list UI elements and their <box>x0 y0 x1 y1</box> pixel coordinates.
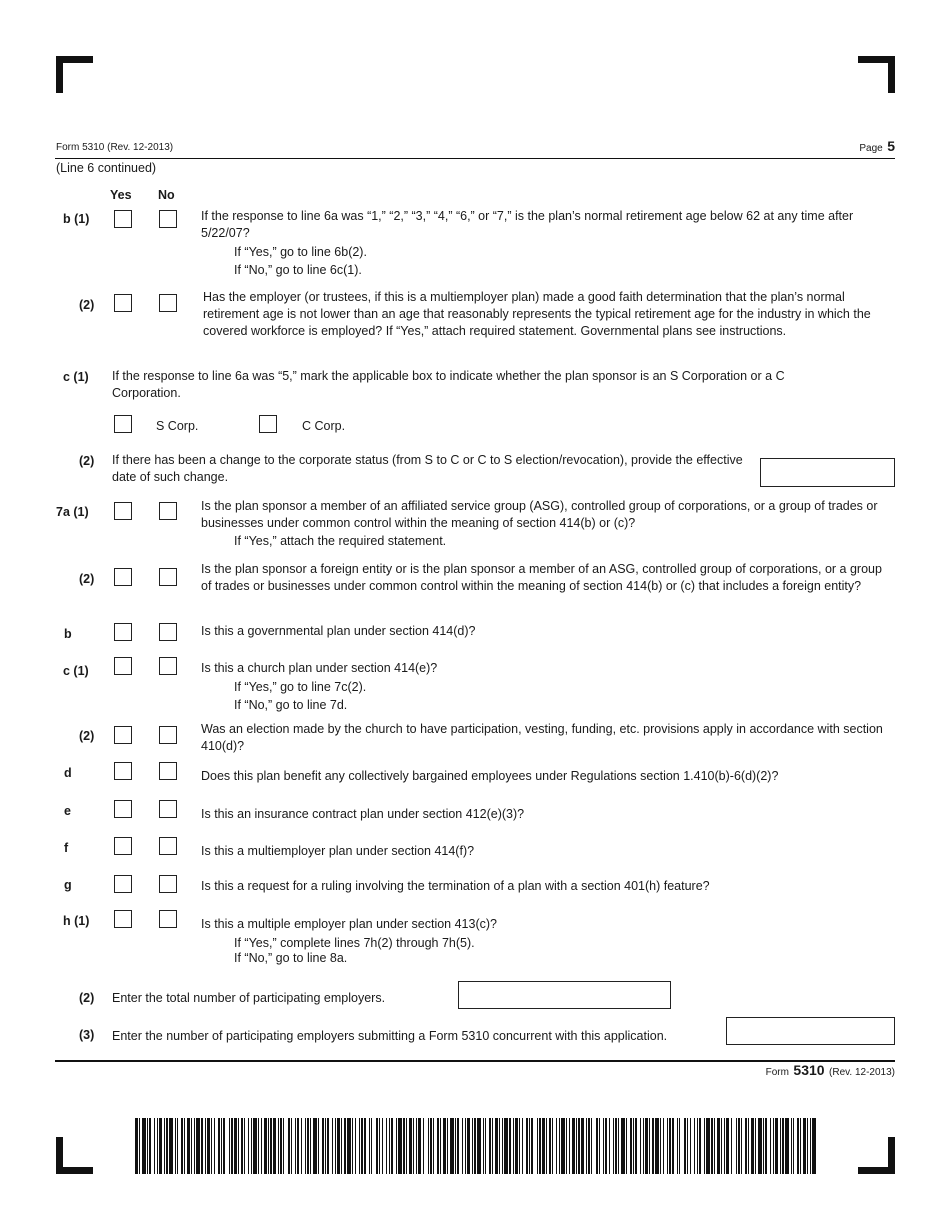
line-7a1-question: Is the plan sponsor a member of an affiliated service group (ASG), controlled group of corporations, or a group of trades or businesses under common control within the meaning of section 414(b) or (c)? <box>201 499 878 530</box>
s-corp-label: S Corp. <box>156 419 199 433</box>
page-label: Page <box>859 143 883 154</box>
line-7d-yes-checkbox[interactable] <box>114 762 132 780</box>
line-7c2-question: Was an election made by the church to have participation, vesting, funding, etc. provisions apply in accordance with section 410(d)? <box>201 722 883 753</box>
line-7c1-question: Is this a church plan under section 414(e)? <box>201 661 438 675</box>
line-6b2-no-checkbox[interactable] <box>159 294 177 312</box>
line-7a2-yes-checkbox[interactable] <box>114 568 132 586</box>
page-number: 5 <box>887 138 895 154</box>
line-7h1-yes-checkbox[interactable] <box>114 910 132 928</box>
no-column-header: No <box>158 188 175 202</box>
corner-mark-bottom-left <box>56 1167 93 1174</box>
line-7h1-yes-instruction: If “Yes,” complete lines 7h(2) through 7h(5). <box>234 936 475 950</box>
line-7h2-question: Enter the total number of participating employers. <box>112 991 386 1005</box>
corner-mark-bottom-right <box>858 1167 895 1174</box>
line-6b1-question: If the response to line 6a was “1,” “2,” “3,” “4,” “6,” or “7,” is the plan’s normal retirement age below 62 at any time after 5/22/07? <box>201 209 854 240</box>
line-6c2-question: If there has been a change to the corporate status (from S to C or C to S election/revocation), provide the effective date of such change. <box>112 453 743 484</box>
effective-date-field[interactable] <box>760 458 895 487</box>
line-6b1-yes-checkbox[interactable] <box>114 210 132 228</box>
line-7c2-no-checkbox[interactable] <box>159 726 177 744</box>
line-7h1-no-instruction: If “No,” go to line 8a. <box>234 951 348 965</box>
c-corp-checkbox[interactable] <box>259 415 277 433</box>
line-6b2-question: Has the employer (or trustees, if this is a multiemployer plan) made a good faith determination that the plan’s normal retirement age is not lower than an age that reasonably represents the typical retirement age for the industry in which the covered workforce is employed? If “Yes,” attach required statement. Governmental plans see instructions. <box>203 290 871 338</box>
footer-form-prefix: Form <box>765 1067 789 1078</box>
line-label: (2) <box>79 572 95 586</box>
line-7d-no-checkbox[interactable] <box>159 762 177 780</box>
footer-form-number: 5310 <box>793 1062 825 1078</box>
line-7e-question: Is this an insurance contract plan under section 412(e)(3)? <box>201 807 525 821</box>
line-label: (2) <box>79 729 95 743</box>
line-7a1-instruction: If “Yes,” attach the required statement. <box>234 534 447 548</box>
corner-mark-top-left <box>56 56 63 93</box>
line-7a1-no-checkbox[interactable] <box>159 502 177 520</box>
line-7a2-question: Is the plan sponsor a foreign entity or is the plan sponsor a member of an ASG, controlled group of corporations, or a group of trades or businesses under common control within the meaning of section 414(b) or (c) that includes a foreign entity? <box>201 562 882 593</box>
line-7c1-yes-checkbox[interactable] <box>114 657 132 675</box>
line-7c1-no-checkbox[interactable] <box>159 657 177 675</box>
line-7h1-no-checkbox[interactable] <box>159 910 177 928</box>
line-7c1-no-instruction: If “No,” go to line 7d. <box>234 698 348 712</box>
yes-column-header: Yes <box>110 188 132 202</box>
total-participating-employers-field[interactable] <box>458 981 671 1009</box>
line-label: 7a (1) <box>56 505 89 519</box>
line-7g-question: Is this a request for a ruling involving the termination of a plan with a section 401(h) feature? <box>201 879 710 893</box>
continued-note: (Line 6 continued) <box>56 161 157 175</box>
line-label: c (1) <box>63 370 89 384</box>
concurrent-employers-field[interactable] <box>726 1017 895 1045</box>
line-6b1-no-instruction: If “No,” go to line 6c(1). <box>234 263 362 277</box>
footer-rev: (Rev. 12-2013) <box>829 1067 895 1078</box>
line-label: g <box>64 878 72 892</box>
line-label: c (1) <box>63 664 89 678</box>
corner-mark-top-right <box>888 56 895 93</box>
line-label: e <box>64 804 71 818</box>
barcode <box>135 1118 815 1174</box>
line-label: (2) <box>79 454 95 468</box>
barcode-bar <box>812 1118 816 1174</box>
line-7b-question: Is this a governmental plan under section 414(d)? <box>201 624 476 638</box>
line-label: (3) <box>79 1028 95 1042</box>
line-label: (2) <box>79 991 95 1005</box>
line-6b2-yes-checkbox[interactable] <box>114 294 132 312</box>
line-6b1-yes-instruction: If “Yes,” go to line 6b(2). <box>234 245 367 259</box>
line-label: b (1) <box>63 212 90 226</box>
line-6b1-no-checkbox[interactable] <box>159 210 177 228</box>
line-label: h (1) <box>63 914 90 928</box>
line-7a1-yes-checkbox[interactable] <box>114 502 132 520</box>
line-label: (2) <box>79 298 95 312</box>
line-7f-no-checkbox[interactable] <box>159 837 177 855</box>
page-indicator <box>859 138 895 156</box>
line-7c1-yes-instruction: If “Yes,” go to line 7c(2). <box>234 680 367 694</box>
line-7g-no-checkbox[interactable] <box>159 875 177 893</box>
line-label: d <box>64 766 72 780</box>
line-7f-question: Is this a multiemployer plan under section 414(f)? <box>201 844 475 858</box>
form-footer <box>766 1062 895 1080</box>
line-7a2-no-checkbox[interactable] <box>159 568 177 586</box>
line-7e-no-checkbox[interactable] <box>159 800 177 818</box>
line-7b-yes-checkbox[interactable] <box>114 623 132 641</box>
line-7g-yes-checkbox[interactable] <box>114 875 132 893</box>
form-header-left: Form 5310 (Rev. 12-2013) <box>56 142 174 153</box>
header-rule <box>55 158 895 159</box>
line-label: f <box>64 841 69 855</box>
line-7f-yes-checkbox[interactable] <box>114 837 132 855</box>
line-7d-question: Does this plan benefit any collectively bargained employees under Regulations section 1.410(b)-6(d)(2)? <box>201 769 779 783</box>
line-6c1-question: If the response to line 6a was “5,” mark the applicable box to indicate whether the plan sponsor is an S Corporation or a C Corporation. <box>112 369 785 400</box>
line-7c2-yes-checkbox[interactable] <box>114 726 132 744</box>
line-7h3-question: Enter the number of participating employers submitting a Form 5310 concurrent with this application. <box>112 1029 668 1043</box>
s-corp-checkbox[interactable] <box>114 415 132 433</box>
c-corp-label: C Corp. <box>302 419 346 433</box>
line-7h1-question: Is this a multiple employer plan under section 413(c)? <box>201 917 497 931</box>
line-label: b <box>64 627 72 641</box>
line-7e-yes-checkbox[interactable] <box>114 800 132 818</box>
line-7b-no-checkbox[interactable] <box>159 623 177 641</box>
